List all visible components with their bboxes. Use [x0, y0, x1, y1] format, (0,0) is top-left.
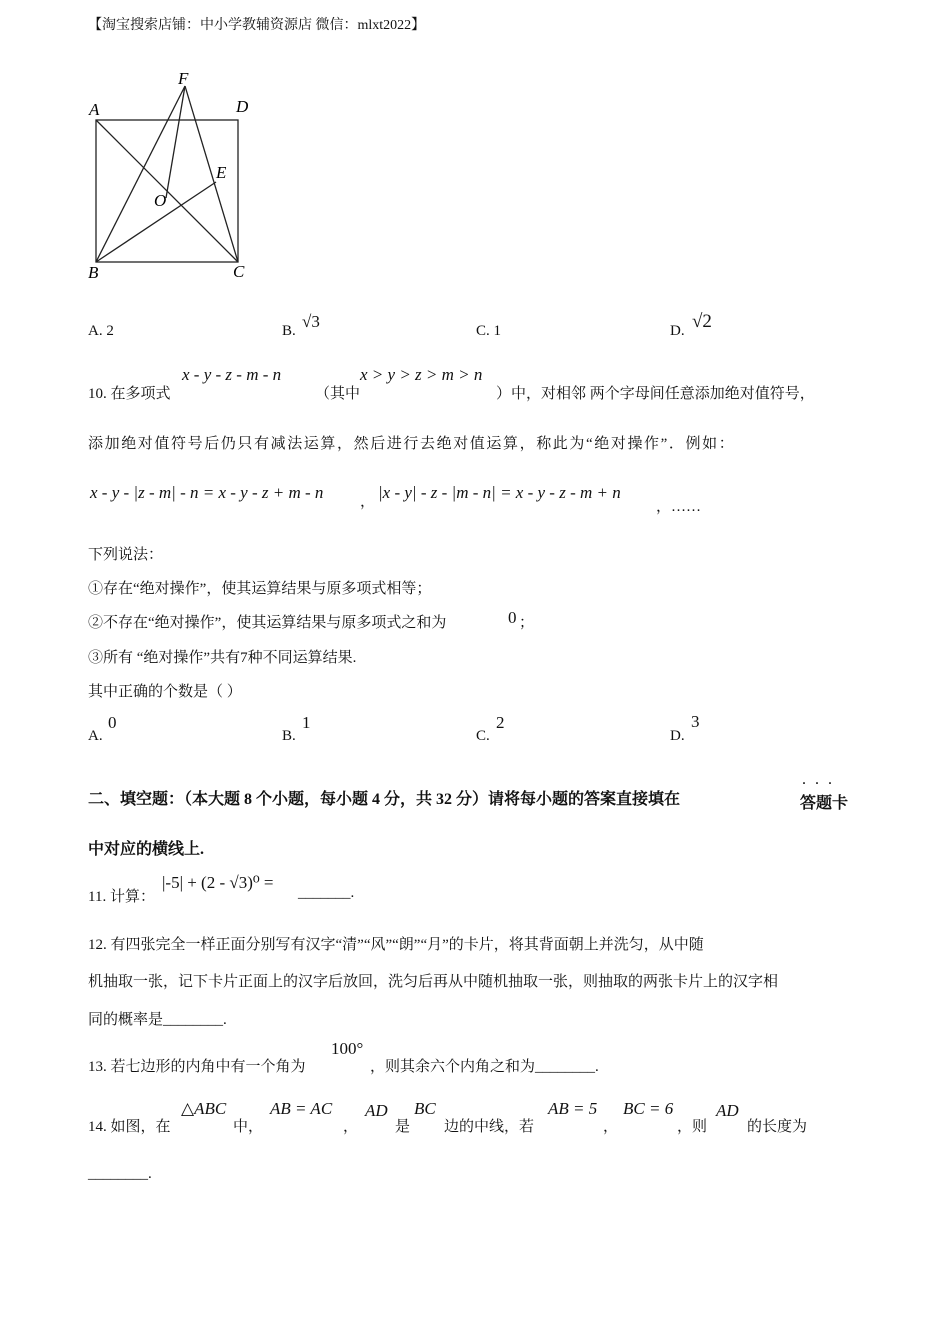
section2-heading-line2: 中对应的横线上.: [88, 841, 205, 858]
q13-angle: 100°: [331, 1039, 364, 1058]
q13-suffix: ，则其余六个内角之和为________.: [370, 1059, 599, 1075]
q14-text-6: ，: [603, 1119, 619, 1135]
q13-prefix: 13. 若七边形的内角中有一个角为: [88, 1059, 306, 1075]
q12-line2: 机抽取一张，记下卡片正面上的汉字后放回，洗匀后再从中随机抽取一张，则抽取的两张卡片上的汉字相: [88, 974, 779, 990]
q10-example2: |x - y| - z - |m - n| = x - y - z - m + n: [378, 483, 621, 502]
geometry-figure: [80, 66, 260, 286]
q14-triangle: △ABC: [181, 1099, 227, 1118]
q11-expression: |-5| + (2 - √3)⁰ =: [162, 873, 274, 892]
q14-text-8: 的长度为: [747, 1119, 808, 1135]
q10-option-b-value: 1: [302, 713, 311, 732]
q10-option-a-value: 0: [108, 713, 117, 732]
q10-sep2: ，……: [656, 499, 702, 515]
q14-eq1: AB = AC: [270, 1099, 333, 1118]
q14-text-5: 边的中线，若: [444, 1119, 535, 1135]
q14-text-2: 中，: [233, 1119, 264, 1135]
q14-text-4: 是: [395, 1119, 411, 1135]
q10-statement-2: ②不存在“绝对操作”，使其运算结果与原多项式之和为: [88, 615, 447, 631]
q9-option-d: D.: [670, 323, 685, 339]
q14-text-7: ，则: [677, 1119, 708, 1135]
q10-option-d: D.: [670, 728, 685, 744]
q10-option-b: B.: [282, 728, 296, 744]
q14-text-3: ，: [343, 1119, 359, 1135]
label-f: F: [178, 69, 189, 88]
q10-polynomial: x - y - z - m - n: [182, 365, 282, 384]
section2-heading: 二、填空题：（本大题 8 个小题，每小题 4 分，共 32 分）请将每小题的答案直接填在: [88, 791, 681, 808]
q10-prefix: 10. 在多项式: [88, 386, 171, 402]
q11-blank: _______.: [298, 885, 355, 901]
header-watermark: 【淘宝搜索店铺：中小学教辅资源店 微信：mlxt2022】: [88, 18, 426, 33]
q11-prefix: 11. 计算：: [88, 889, 155, 905]
q14-bc: BC: [414, 1099, 436, 1118]
q14-eq2: AB = 5: [548, 1099, 598, 1118]
q12-line3: 同的概率是________.: [88, 1012, 227, 1028]
q10-statements-title: 下列说法：: [88, 547, 164, 563]
label-a: A: [89, 100, 100, 119]
q10-line2: 添加绝对值符号后仍只有减法运算，然后进行去绝对值运算，称此为“绝对操作”．例如：: [88, 436, 736, 452]
label-b: B: [88, 263, 99, 282]
line-fb: [96, 86, 185, 262]
q14-blank: ________.: [88, 1166, 152, 1182]
q10-option-d-value: 3: [691, 712, 700, 731]
q14-ad-2: AD: [716, 1101, 739, 1120]
q14-eq3: BC = 6: [623, 1099, 674, 1118]
section2-emphasis: · · · 答题卡: [800, 790, 950, 813]
q10-statement-3: ③所有 “绝对操作”共有7种不同运算结果.: [88, 650, 357, 666]
q10-suffix: ）中，对相邻 两个字母间任意添加绝对值符号，: [496, 386, 815, 402]
q10-option-a: A.: [88, 728, 103, 744]
q9-option-b-value: √3: [302, 312, 320, 331]
q10-statement-1: ①存在“绝对操作”，使其运算结果与原多项式相等；: [88, 581, 432, 597]
q9-option-c: C. 1: [476, 323, 502, 339]
q10-condition: x > y > z > m > n: [360, 365, 483, 384]
q10-example1: x - y - |z - m| - n = x - y - z + m - n: [90, 483, 324, 502]
q9-option-a: A. 2: [88, 323, 114, 339]
q10-statement-2-end: ；: [519, 615, 535, 631]
q14-ad: AD: [365, 1101, 388, 1120]
q10-option-c: C.: [476, 728, 490, 744]
q9-option-d-value: √2: [692, 311, 712, 332]
label-e: E: [216, 163, 227, 182]
q10-statement-2-value: 0: [508, 608, 517, 627]
q10-question: 其中正确的个数是（ ）: [88, 684, 242, 700]
line-fo: [166, 86, 185, 198]
q14-text-1: 14. 如图，在: [88, 1119, 171, 1135]
q9-option-b: B.: [282, 323, 296, 339]
q10-mid: （其中: [315, 386, 361, 402]
label-o: O: [154, 191, 167, 210]
q12-line1: 12. 有四张完全一样正面分别写有汉字“清”“风”“朗”“月”的卡片，将其背面朝上并洗匀，从中随: [88, 937, 704, 953]
q10-option-c-value: 2: [496, 713, 505, 732]
label-c: C: [233, 262, 245, 281]
label-d: D: [236, 97, 249, 116]
q10-sep1: ，: [360, 494, 376, 510]
